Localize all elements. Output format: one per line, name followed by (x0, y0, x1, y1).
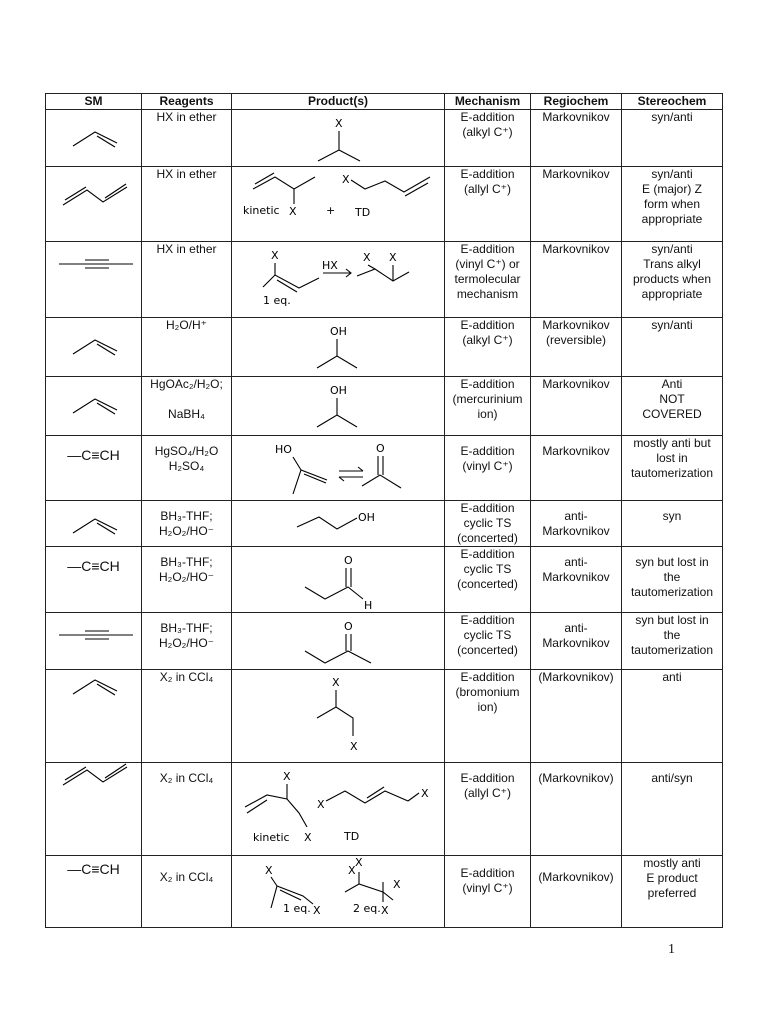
atom-label: X (289, 205, 297, 218)
regiochem-text: (Markovnikov) (538, 771, 614, 785)
sm-terminal-alkyne: —C≡CH (67, 558, 120, 574)
product-cell (232, 613, 445, 670)
mechanism-text: E-addition (allyl C⁺) (460, 771, 515, 800)
regiochem-text: Markovnikov (542, 242, 610, 256)
reagent-label: HX (322, 259, 338, 272)
mechanism-text: E-addition cyclic TS (concerted) (457, 613, 518, 657)
td-label: TD (355, 206, 371, 219)
header-products: Product(s) (232, 94, 445, 110)
equivalents-label: 1 eq. (283, 902, 311, 915)
reagents-cell (142, 167, 232, 242)
stereochem-cell (622, 613, 723, 670)
stereochem-text: Anti NOT COVERED (642, 377, 702, 421)
reagents-text: BH₃-THF; H₂O₂/HO⁻ (159, 555, 214, 584)
internal-alkyne-structure (49, 242, 139, 282)
atom-label: X (283, 770, 291, 783)
propene-structure (49, 110, 139, 150)
stereochem-text: syn/anti (651, 110, 693, 124)
product-structure (233, 763, 443, 855)
sm-cell (46, 670, 142, 763)
stereochem-text: mostly anti E product preferred (643, 856, 701, 900)
table-row (46, 547, 723, 613)
stereochem-cell (622, 547, 723, 613)
reagents-cell (142, 318, 232, 377)
equivalents-label: 1 eq. (263, 294, 291, 307)
stereochem-text: syn (662, 509, 682, 523)
mechanism-text: E-addition (alkyl C⁺) (460, 110, 515, 139)
table-row (46, 501, 723, 547)
header-stereochem: Stereochem (622, 94, 723, 110)
atom-label: O (344, 620, 353, 633)
table-row (46, 613, 723, 670)
table-row (46, 763, 723, 856)
propene-structure (49, 318, 139, 358)
atom-label: X (393, 878, 401, 891)
mechanism-cell (445, 856, 531, 928)
stereochem-cell (622, 377, 723, 436)
regiochem-cell (531, 763, 622, 856)
reagents-text: HgSO₄/H₂O H₂SO₄ (154, 444, 219, 473)
reagents-text: HX in ether (156, 242, 217, 256)
header-sm: SM (46, 94, 142, 110)
header-mechanism: Mechanism (445, 94, 531, 110)
stereochem-text: anti (662, 670, 682, 684)
header-row (46, 94, 723, 110)
product-cell (232, 318, 445, 377)
stereochem-text: syn/anti Trans alkyl products when appropriate (632, 242, 712, 301)
stereochem-cell (622, 242, 723, 318)
mechanism-text: E-addition cyclic TS (concerted) (457, 547, 518, 591)
reagents-cell (142, 670, 232, 763)
stereochem-cell (622, 501, 723, 547)
regiochem-cell (531, 318, 622, 377)
product-structure (233, 501, 443, 545)
mechanism-cell (445, 318, 531, 377)
sm-cell (46, 318, 142, 377)
atom-label: X (355, 856, 363, 869)
regiochem-text: anti- Markovnikov (542, 509, 610, 538)
stereochem-text: mostly anti but lost in tautomerization (630, 436, 714, 480)
atom-label: X (313, 904, 321, 917)
atom-label: X (350, 740, 358, 753)
regiochem-text: Markovnikov (542, 167, 610, 181)
table-row (46, 242, 723, 318)
mechanism-cell (445, 377, 531, 436)
regiochem-cell (531, 436, 622, 501)
atom-label: X (317, 798, 325, 811)
reagents-cell (142, 547, 232, 613)
regiochem-cell (531, 110, 622, 167)
stereochem-text: anti/syn (651, 771, 693, 785)
regiochem-cell (531, 242, 622, 318)
product-cell (232, 377, 445, 436)
reagents-text: HX in ether (156, 167, 217, 181)
regiochem-text: (Markovnikov) (538, 670, 614, 684)
regiochem-cell (531, 501, 622, 547)
reagents-cell (142, 377, 232, 436)
atom-label: OH (330, 325, 347, 338)
stereochem-text: syn/anti (651, 318, 693, 332)
reagents-text: X₂ in CCl₄ (159, 670, 214, 684)
product-structure (233, 242, 443, 316)
mechanism-text: E-addition (alkyl C⁺) (460, 318, 515, 347)
product-structure (233, 613, 443, 669)
kinetic-label: kinetic (243, 204, 280, 217)
reagents-cell (142, 501, 232, 547)
header-reagents: Reagents (142, 94, 232, 110)
regiochem-cell (531, 856, 622, 928)
mechanism-cell (445, 436, 531, 501)
stereochem-text: syn/anti E (major) Z form when appropriate (641, 167, 703, 226)
regiochem-text: anti- Markovnikov (542, 621, 610, 650)
table-row (46, 856, 723, 928)
atom-label: X (381, 904, 389, 917)
product-structure (233, 856, 443, 926)
mechanism-cell (445, 110, 531, 167)
sm-cell (46, 436, 142, 501)
atom-label: OH (358, 511, 375, 524)
sm-terminal-alkyne: —C≡CH (67, 861, 120, 877)
regiochem-cell (531, 547, 622, 613)
mechanism-cell (445, 763, 531, 856)
reagents-cell (142, 613, 232, 670)
stereochem-cell (622, 436, 723, 501)
propene-structure (49, 670, 139, 710)
mechanism-cell (445, 613, 531, 670)
sm-cell (46, 377, 142, 436)
header-regiochem: Regiochem (531, 94, 622, 110)
mechanism-cell (445, 670, 531, 763)
reagents-text: X₂ in CCl₄ (159, 870, 214, 884)
product-structure (233, 436, 443, 498)
page-number: 1 (668, 942, 675, 957)
product-structure (233, 167, 443, 241)
regiochem-text: anti- Markovnikov (542, 555, 610, 584)
internal-alkyne-structure (49, 613, 139, 653)
regiochem-cell (531, 613, 622, 670)
mechanism-cell (445, 501, 531, 547)
product-structure (233, 547, 443, 611)
stereochem-text: syn but lost in the tautomerization (630, 613, 714, 657)
kinetic-label: kinetic (253, 831, 290, 844)
product-structure (233, 110, 443, 166)
regiochem-cell (531, 167, 622, 242)
mechanism-text: E-addition (bromonium ion) (455, 670, 520, 714)
stereochem-cell (622, 318, 723, 377)
mechanism-text: E-addition (vinyl C⁺) (460, 444, 515, 473)
table-row (46, 377, 723, 436)
reagents-text: HX in ether (156, 110, 217, 124)
propene-structure (49, 501, 139, 541)
product-cell (232, 547, 445, 613)
mechanism-text: E-addition (allyl C⁺) (460, 167, 515, 196)
mechanism-cell (445, 242, 531, 318)
product-cell (232, 242, 445, 318)
td-label: TD (344, 830, 360, 843)
regiochem-cell (531, 377, 622, 436)
product-cell (232, 110, 445, 167)
reagents-cell (142, 242, 232, 318)
regiochem-cell (531, 670, 622, 763)
regiochem-text: Markovnikov (542, 110, 610, 124)
atom-label: HO (275, 443, 292, 456)
reaction-table (45, 93, 723, 928)
table-row (46, 436, 723, 501)
atom-label: X (265, 864, 273, 877)
atom-label: X (389, 251, 397, 264)
equivalents-label: 2 eq. (353, 902, 381, 915)
atom-label: H (364, 599, 373, 611)
mechanism-text: E-addition (vinyl C⁺) (460, 866, 515, 895)
product-structure (233, 318, 443, 376)
stereochem-cell (622, 763, 723, 856)
stereochem-cell (622, 110, 723, 167)
propene-structure (49, 377, 139, 417)
mechanism-text: E-addition (mercurinium ion) (452, 377, 523, 421)
atom-label: X (271, 249, 279, 262)
sm-cell (46, 763, 142, 856)
mechanism-cell (445, 167, 531, 242)
stereochem-text: syn but lost in the tautomerization (630, 555, 714, 599)
reagents-cell (142, 763, 232, 856)
product-cell (232, 670, 445, 763)
product-cell (232, 167, 445, 242)
reagents-text: HgOAc₂/H₂O; NaBH₄ (150, 377, 223, 421)
mechanism-text: E-addition (vinyl C⁺) or termolecular mechanism (454, 242, 521, 301)
stereochem-cell (622, 167, 723, 242)
sm-terminal-alkyne: —C≡CH (67, 447, 120, 463)
reagents-cell (142, 856, 232, 928)
sm-cell (46, 501, 142, 547)
atom-label: X (335, 117, 343, 130)
reagents-cell (142, 436, 232, 501)
reagents-text: BH₃-THF; H₂O₂/HO⁻ (159, 509, 214, 538)
sm-cell (46, 613, 142, 670)
reagents-cell (142, 110, 232, 167)
mechanism-cell (445, 547, 531, 613)
atom-label: OH (330, 384, 347, 397)
plus-sign: + (326, 204, 336, 217)
sm-cell (46, 856, 142, 928)
stereochem-cell (622, 670, 723, 763)
regiochem-text: Markovnikov (542, 377, 610, 391)
regiochem-text: Markovnikov (542, 444, 610, 458)
reagents-text: BH₃-THF; H₂O₂/HO⁻ (159, 621, 214, 650)
table-row (46, 167, 723, 242)
atom-label: X (363, 251, 371, 264)
table-row (46, 670, 723, 763)
stereochem-cell (622, 856, 723, 928)
product-cell (232, 501, 445, 547)
product-structure (233, 670, 443, 762)
sm-cell (46, 547, 142, 613)
table-row (46, 318, 723, 377)
regiochem-text: (Markovnikov) (538, 870, 614, 884)
product-cell (232, 856, 445, 928)
atom-label: O (376, 442, 385, 455)
atom-label: X (421, 787, 429, 800)
atom-label: X (332, 676, 340, 689)
sm-cell (46, 167, 142, 242)
table-row (46, 110, 723, 167)
sm-cell (46, 242, 142, 318)
butadiene-structure (49, 167, 139, 211)
atom-label: X (342, 173, 350, 186)
regiochem-text: Markovnikov (reversible) (542, 318, 610, 347)
atom-label: O (344, 554, 353, 567)
atom-label: X (304, 831, 312, 844)
product-cell (232, 763, 445, 856)
reagents-text: X₂ in CCl₄ (159, 771, 214, 785)
butadiene-structure (49, 763, 139, 807)
product-cell (232, 436, 445, 501)
atom-label: X (348, 864, 356, 877)
product-structure (233, 377, 443, 435)
sm-cell (46, 110, 142, 167)
reagents-text: H₂O/H⁺ (166, 318, 207, 332)
mechanism-text: E-addition cyclic TS (concerted) (457, 501, 518, 545)
